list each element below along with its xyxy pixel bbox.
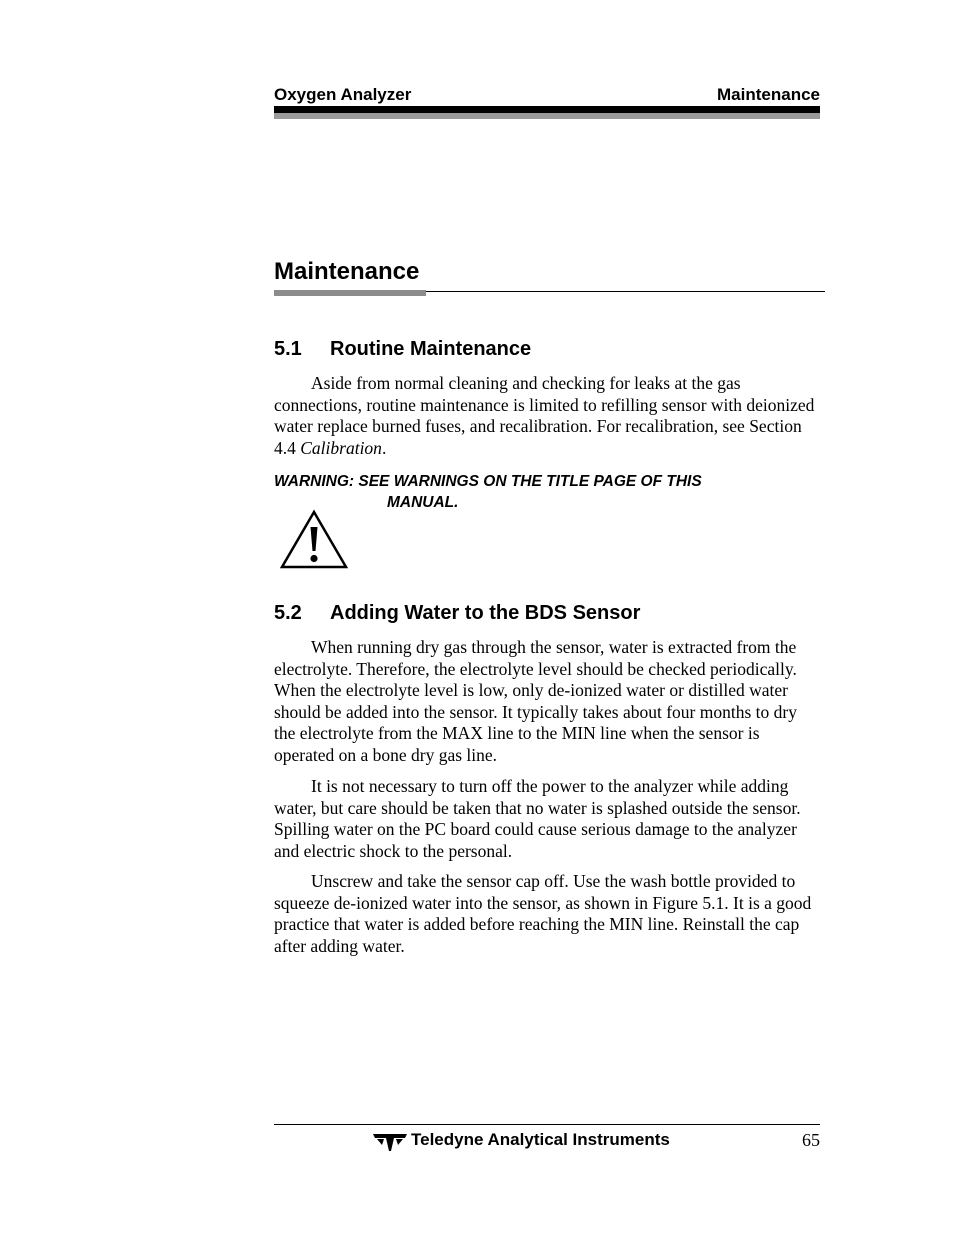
chapter-rule-accent [274,290,426,296]
page-number: 65 [802,1130,820,1150]
section-title: Routine Maintenance [330,338,532,360]
section-number: 5.1 [274,338,302,360]
footer-company-name: Teledyne Analytical Instruments [411,1130,670,1149]
paragraph-electrolyte-level: When running dry gas through the sensor, water is extracted from the electrolyte. Therefore, the electrolyte level should be checked periodically. When the electrolyte level is low, only de-ionized water or distilled water should be added into the sensor. It typically takes about four months to dry the electrolyte from the MAX line to the MIN line when the sensor is operated on a bone dry gas line. [274,637,797,765]
warning-triangle-icon [279,509,349,571]
chapter-title: Maintenance [274,258,420,285]
section-heading-5-1 [274,338,531,361]
warning-line-2: MANUAL. [387,493,459,511]
header-rule-black [274,106,820,113]
teledyne-logo-icon [372,1132,408,1152]
paragraph-power-caution: It is not necessary to turn off the power to the analyzer while adding water, but care should be taken that no water is splashed outside the sensor. Spilling water on the PC board could cause serious damage to the analyzer and electric shock to the personal. [274,776,801,861]
paragraph-routine-maintenance: Aside from normal cleaning and checking for leaks at the gas connections, routine maintenance is limited to refilling sensor with deionized water replace burned fuses, and recalibration. For recalibration, see Section 4.4 Calibration. [274,373,815,458]
section-number: 5.2 [274,602,302,624]
paragraph-refill-procedure: Unscrew and take the sensor cap off. Use the wash bottle provided to squeeze de-ionized water into the sensor, as shown in Figure 5.1. It is a good practice that water is added before reaching the MIN line. Reinstall the cap after adding water. [274,871,812,956]
section-title: Adding Water to the BDS Sensor [330,602,641,624]
header-rule-grey [274,113,820,119]
warning-notice [274,472,794,513]
warning-line-1: WARNING: SEE WARNINGS ON THE TITLE PAGE OF THIS [274,473,702,490]
running-header-title: Oxygen Analyzer [274,85,412,104]
section-heading-5-2 [274,602,640,625]
footer-rule [274,1124,820,1125]
calibration-reference: Calibration [300,437,382,458]
running-header-chapter: Maintenance [717,85,820,104]
